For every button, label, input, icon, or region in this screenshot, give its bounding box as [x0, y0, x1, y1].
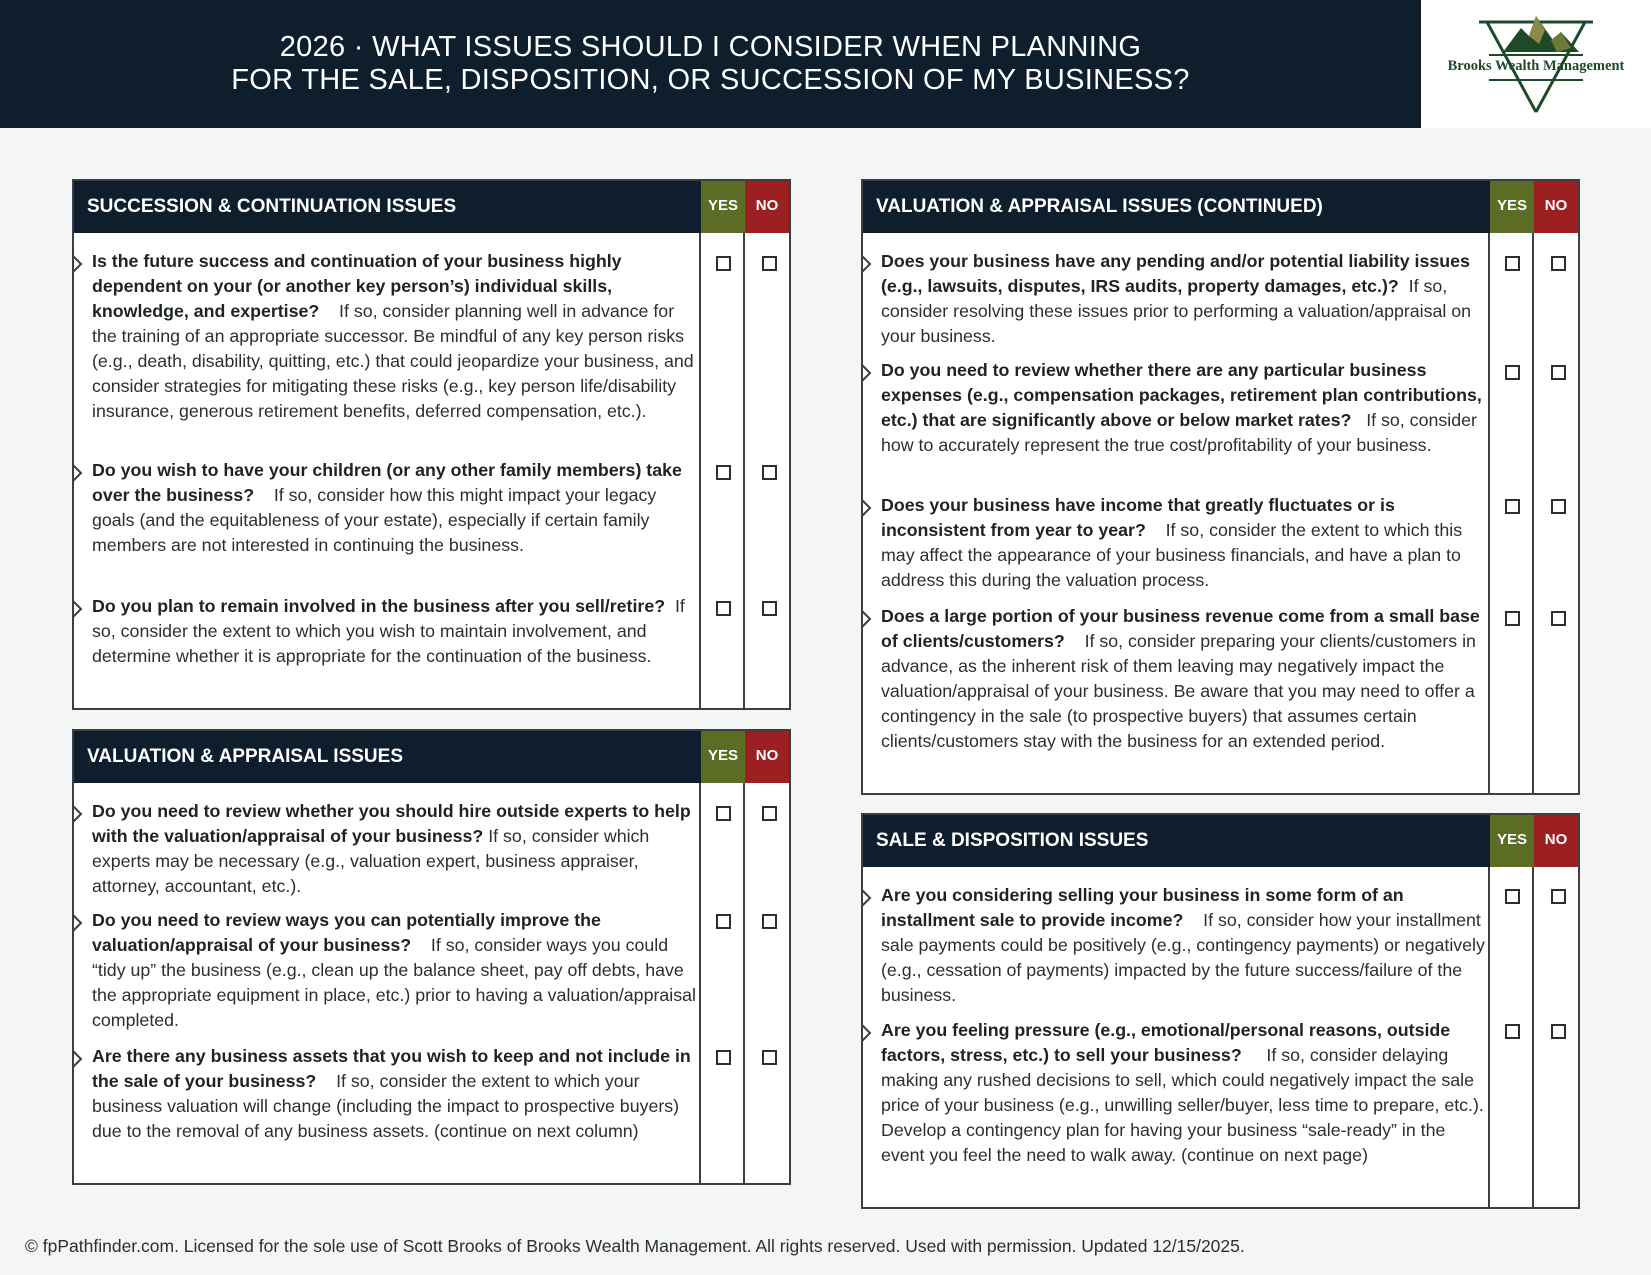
- question-text: Are there any business assets that you wish to keep and not include in the sale of your business?: [92, 1046, 691, 1091]
- yes-checkbox[interactable]: [716, 601, 731, 616]
- yes-checkbox[interactable]: [716, 256, 731, 271]
- sale-disposition-panel-header: [863, 815, 1578, 867]
- yes-checkbox[interactable]: [1505, 611, 1520, 626]
- no-checkbox[interactable]: [1551, 889, 1566, 904]
- question-item: [863, 1018, 1488, 1168]
- logo-text: Brooks Wealth Management: [1447, 58, 1625, 74]
- valuation-panel: [72, 729, 791, 1185]
- no-checkbox[interactable]: [1551, 256, 1566, 271]
- question-item: [863, 604, 1488, 754]
- no-column-label: NO: [1534, 181, 1578, 233]
- no-checkbox[interactable]: [762, 601, 777, 616]
- chevron-right-icon: [72, 914, 84, 932]
- question-item: [74, 594, 699, 669]
- yes-column-label: YES: [1490, 815, 1534, 867]
- no-column-label: NO: [745, 731, 789, 783]
- guidance-text: If so, consider the extent to which your business valuation will change (including the impact to prospective buyers) due to the removal of any business assets. (continue on next column): [92, 1071, 680, 1141]
- guidance-text: If so, consider how this might impact your legacy goals (and the equitableness of your estate), especially if certain family members are not interested in continuing the business.: [92, 485, 657, 555]
- column-divider: [1532, 867, 1534, 1207]
- valuation-panel-header: [74, 731, 789, 783]
- yes-checkbox[interactable]: [716, 914, 731, 929]
- yes-column-label: YES: [701, 731, 745, 783]
- chevron-right-icon: [861, 499, 873, 517]
- question-text: Are you feeling pressure (e.g., emotional/personal reasons, outside factors, stress, etc.) to sell your business?: [881, 1020, 1451, 1065]
- yes-column-label: YES: [701, 181, 745, 233]
- question-text: Does a large portion of your business revenue come from a small base of clients/customers?: [881, 606, 1480, 651]
- no-checkbox[interactable]: [1551, 499, 1566, 514]
- question-item: [74, 1044, 699, 1144]
- guidance-text: If so, consider delaying making any rushed decisions to sell, which could negatively impact the sale price of your business (e.g., unwilling seller/buyer, less time to prepare, etc.). Develop a contingency plan for having your business “sale-ready” in the event you feel the need to walk away. (continue on next page): [881, 1045, 1484, 1165]
- chevron-right-icon: [861, 255, 873, 273]
- section-title: SALE & DISPOSITION ISSUES: [876, 830, 1149, 851]
- company-logo: [1421, 0, 1651, 128]
- sale-disposition-panel: [861, 813, 1580, 1209]
- question-text: Do you need to review whether there are any particular business expenses (e.g., compensation packages, retirement plan contributions, etc.) that are significantly above or below market rates?: [881, 360, 1482, 430]
- chevron-right-icon: [72, 805, 84, 823]
- page-header: [0, 0, 1421, 128]
- question-text: Does your business have income that greatly fluctuates or is inconsistent from year to year?: [881, 495, 1395, 540]
- guidance-text: If so, consider ways you could “tidy up” the business (e.g., clean up the balance sheet, pay off debts, have the appropriate equipment in place, etc.) prior to having a valuation/appraisal completed.: [92, 935, 696, 1030]
- yes-checkbox[interactable]: [1505, 889, 1520, 904]
- question-item: [74, 908, 699, 1033]
- guidance-text: If so, consider which experts may be necessary (e.g., valuation expert, business appraiser, attorney, accountant, etc.).: [92, 826, 650, 896]
- question-text: Do you wish to have your children (or any other family members) take over the business?: [92, 460, 682, 505]
- chevron-right-icon: [861, 364, 873, 382]
- no-checkbox[interactable]: [762, 465, 777, 480]
- yes-checkbox[interactable]: [1505, 365, 1520, 380]
- question-text: Do you need to review ways you can potentially improve the valuation/appraisal of your business?: [92, 910, 601, 955]
- valuation-continued-panel: [861, 179, 1580, 795]
- column-divider: [1532, 233, 1534, 793]
- column-divider: [1488, 233, 1490, 793]
- no-checkbox[interactable]: [762, 256, 777, 271]
- question-text: Does your business have any pending and/or potential liability issues (e.g., lawsuits, disputes, IRS audits, property damages, etc.)?: [881, 251, 1470, 296]
- yes-checkbox[interactable]: [1505, 499, 1520, 514]
- chevron-right-icon: [72, 1050, 84, 1068]
- question-item: [863, 883, 1488, 1008]
- succession-panel-header: [74, 181, 789, 233]
- no-checkbox[interactable]: [762, 1050, 777, 1065]
- no-checkbox[interactable]: [762, 914, 777, 929]
- section-title: VALUATION & APPRAISAL ISSUES (CONTINUED): [876, 196, 1323, 217]
- chevron-right-icon: [72, 464, 84, 482]
- no-checkbox[interactable]: [1551, 611, 1566, 626]
- guidance-text: If so, consider how your installment sale payments could be positively (e.g., contingency payments) or negatively (e.g., cessation of payments) impacted by the future success/failure of the business.: [881, 910, 1485, 1005]
- question-text: Is the future success and continuation of your business highly dependent on your (or another key person’s) individual skills, knowledge, and expertise?: [92, 251, 622, 321]
- chevron-right-icon: [861, 610, 873, 628]
- chevron-right-icon: [72, 600, 84, 618]
- yes-checkbox[interactable]: [1505, 1024, 1520, 1039]
- section-title: VALUATION & APPRAISAL ISSUES: [87, 746, 403, 767]
- no-checkbox[interactable]: [1551, 365, 1566, 380]
- yes-checkbox[interactable]: [1505, 256, 1520, 271]
- valuation-continued-panel-header: [863, 181, 1578, 233]
- column-divider: [743, 783, 745, 1183]
- guidance-text: If so, consider the extent to which you wish to maintain involvement, and determine whether it is appropriate for the continuation of the business.: [92, 596, 685, 666]
- guidance-text: If so, consider how to accurately represent the true cost/profitability of your business.: [881, 410, 1477, 455]
- question-item: [74, 249, 699, 424]
- guidance-text: If so, consider planning well in advance for the training of an appropriate successor. Be mindful of any key person risks (e.g., death, disability, quitting, etc.) that could jeopardize your business, and consider strategies for mitigating these risks (e.g., key person life/disability insurance, generous retirement benefits, deferred compensation, etc.).: [92, 301, 694, 421]
- succession-panel: [72, 179, 791, 710]
- no-column-label: NO: [745, 181, 789, 233]
- page-title-line-2: FOR THE SALE, DISPOSITION, OR SUCCESSION OF MY BUSINESS?: [231, 64, 1190, 96]
- no-checkbox[interactable]: [762, 806, 777, 821]
- yes-checkbox[interactable]: [716, 806, 731, 821]
- question-item: [863, 493, 1488, 593]
- question-item: [74, 799, 699, 899]
- column-divider: [743, 233, 745, 708]
- column-divider: [699, 233, 701, 708]
- yes-column-label: YES: [1490, 181, 1534, 233]
- question-text: Do you need to review whether you should hire outside experts to help with the valuation/appraisal of your business?: [92, 801, 691, 846]
- yes-checkbox[interactable]: [716, 1050, 731, 1065]
- question-item: [863, 358, 1488, 458]
- no-checkbox[interactable]: [1551, 1024, 1566, 1039]
- question-item: [863, 249, 1488, 349]
- guidance-text: If so, consider the extent to which this may affect the appearance of your business financials, and have a plan to address this during the valuation process.: [881, 520, 1463, 590]
- chevron-right-icon: [861, 889, 873, 907]
- no-column-label: NO: [1534, 815, 1578, 867]
- chevron-right-icon: [861, 1024, 873, 1042]
- section-title: SUCCESSION & CONTINUATION ISSUES: [87, 196, 457, 217]
- guidance-text: If so, consider resolving these issues prior to performing a valuation/appraisal on your business.: [881, 276, 1472, 346]
- column-divider: [699, 783, 701, 1183]
- question-item: [74, 458, 699, 558]
- chevron-right-icon: [72, 255, 84, 273]
- question-text: Do you plan to remain involved in the business after you sell/retire?: [92, 596, 666, 616]
- page-title-line-1: 2026 · WHAT ISSUES SHOULD I CONSIDER WHEN PLANNING: [279, 31, 1142, 63]
- yes-checkbox[interactable]: [716, 465, 731, 480]
- guidance-text: If so, consider preparing your clients/customers in advance, as the inherent risk of them leaving may negatively impact the valuation/appraisal of your business. Be aware that you may need to offer a contingency in the sale (to prospective buyers) that assumes certain clients/customers stay with the business for an extended period.: [881, 631, 1476, 751]
- copyright-footer: © fpPathfinder.com. Licensed for the sole use of Scott Brooks of Brooks Wealth Management. All rights reserved. Used with permission. Updated 12/15/2025.: [25, 1236, 1245, 1256]
- question-text: Are you considering selling your business in some form of an installment sale to provide income?: [881, 885, 1404, 930]
- column-divider: [1488, 867, 1490, 1207]
